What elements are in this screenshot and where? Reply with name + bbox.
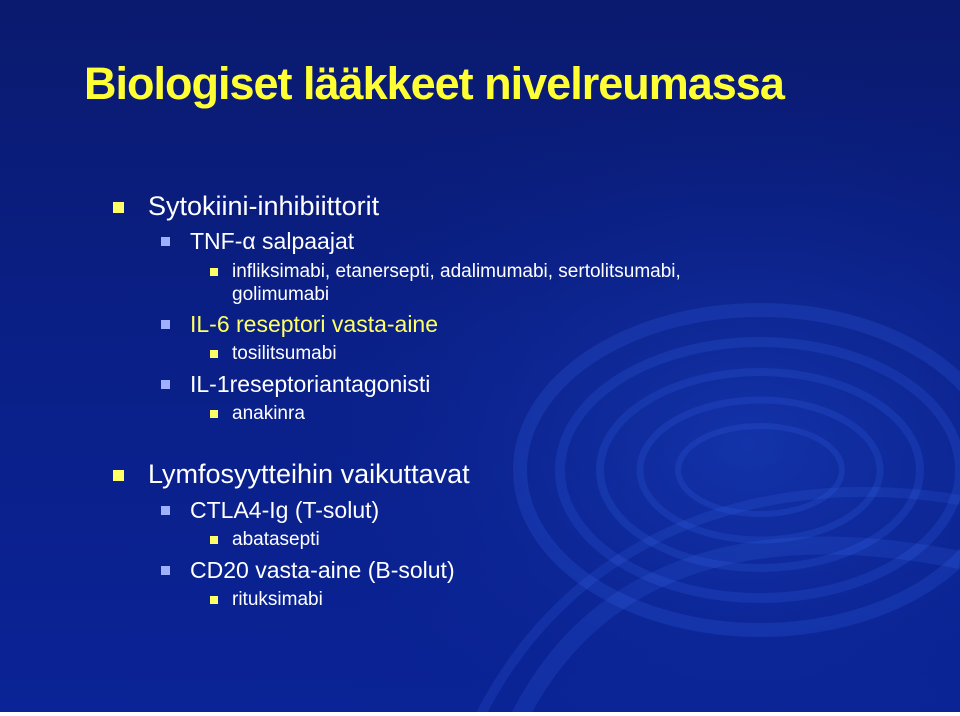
bullet-square-icon xyxy=(210,268,218,276)
bullet-ctla4 xyxy=(190,497,379,524)
bullet-text: Lymfosyytteihin vaikuttavat xyxy=(148,459,470,489)
bullet-cd20-drug xyxy=(232,589,323,611)
bullet-il6 xyxy=(190,311,438,338)
bullet-square-icon xyxy=(161,380,170,389)
bullet-cd20 xyxy=(190,557,455,584)
slide-title: Biologiset lääkkeet nivelreumassa xyxy=(84,58,784,109)
bullet-square-icon xyxy=(210,596,218,604)
bullet-square-icon xyxy=(161,237,170,246)
bullet-text: golimumabi xyxy=(232,284,330,305)
bullet-il1-drug xyxy=(232,403,305,425)
bullet-text: IL-1reseptoriantagonisti xyxy=(190,371,431,397)
bullet-text: IL-6 reseptori vasta-aine xyxy=(190,311,439,337)
bullet-square-icon xyxy=(210,410,218,418)
bullet-tnf-drugs xyxy=(232,261,681,283)
bullet-lymfo xyxy=(148,459,470,490)
bullet-text: anakinra xyxy=(232,403,305,424)
bullet-square-icon xyxy=(210,350,218,358)
bullet-text: Sytokiini-inhibiittorit xyxy=(148,191,380,221)
bullet-text: TNF-α salpaajat xyxy=(190,228,355,254)
bullet-square-icon xyxy=(161,320,170,329)
bullet-text: abatasepti xyxy=(232,529,320,550)
bullet-text: CD20 vasta-aine (B-solut) xyxy=(190,557,455,583)
bullet-square-icon xyxy=(161,566,170,575)
bullet-text: infliksimabi, etanersepti, adalimumabi, sertolitsumabi, xyxy=(232,261,681,282)
bullet-text: CTLA4-Ig (T-solut) xyxy=(190,497,380,523)
bullet-text: rituksimabi xyxy=(232,589,323,610)
bullet-il1 xyxy=(190,371,430,398)
bottom-border xyxy=(0,712,960,716)
bullet-tnf xyxy=(190,228,354,255)
bullet-square-icon xyxy=(113,202,124,213)
bullet-square-icon xyxy=(210,536,218,544)
bullet-text: tosilitsumabi xyxy=(232,343,337,364)
bullet-ctla4-drug xyxy=(232,529,320,551)
bullet-tnf-drugs-continued xyxy=(232,284,329,306)
bullet-square-icon xyxy=(113,470,124,481)
bullet-il6-drug xyxy=(232,343,337,365)
bullet-sytokiini xyxy=(148,191,379,222)
bullet-square-icon xyxy=(161,506,170,515)
